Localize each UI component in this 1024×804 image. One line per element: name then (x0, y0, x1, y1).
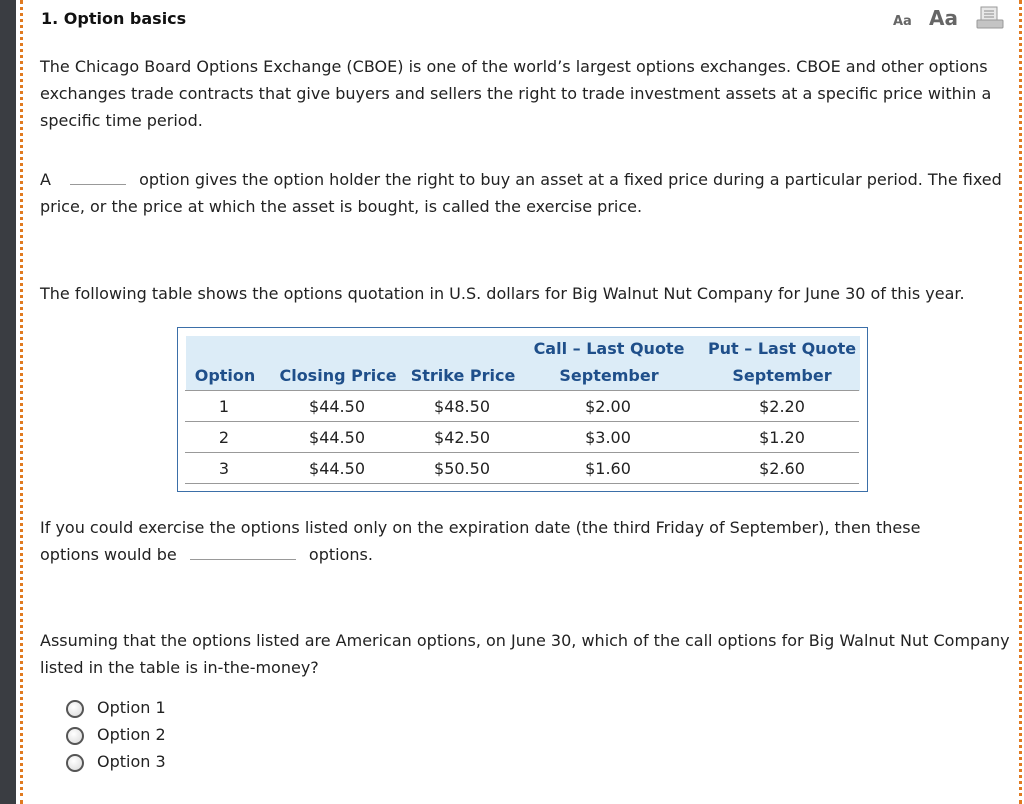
row1-strike-price: $48.50 (434, 397, 490, 416)
radio-button-circle[interactable] (66, 727, 84, 745)
fill2-line1: If you could exercise the options listed only on the expiration date (the third Friday of September), then these (40, 518, 921, 537)
row3-put-quote: $2.60 (759, 459, 805, 478)
fill-in-sentence-2 (40, 514, 1010, 568)
font-size-small-button[interactable]: Aa (893, 14, 912, 29)
row2-closing-price: $44.50 (309, 428, 365, 447)
row3-strike-price: $50.50 (434, 459, 490, 478)
table-header-divider (185, 390, 859, 391)
header-put-last-quote: Put – Last Quote (707, 339, 857, 358)
row1-closing-price: $44.50 (309, 397, 365, 416)
radio-button-circle[interactable] (66, 754, 84, 772)
fill2-prefix: options would be (40, 545, 177, 564)
right-dotted-border (1019, 0, 1022, 804)
row3-call-quote: $1.60 (585, 459, 631, 478)
header-option: Option (194, 366, 256, 385)
table-intro-paragraph: The following table shows the options quotation in U.S. dollars for Big Walnut Nut Company for June 30 of this year. (40, 284, 965, 303)
row2-put-quote: $1.20 (759, 428, 805, 447)
american-european-blank-dropdown[interactable] (190, 545, 296, 560)
table-row-divider-1 (185, 421, 859, 422)
call-put-blank-dropdown[interactable] (70, 170, 126, 185)
left-dotted-border (20, 0, 23, 804)
fill1-prefix: A (40, 170, 51, 189)
fill2-suffix: options. (308, 545, 373, 564)
row1-option: 1 (218, 397, 230, 416)
row1-put-quote: $2.20 (759, 397, 805, 416)
fill1-suffix: option gives the option holder the right to buy an asset at a fixed price during a particular period. The fixed price, or the price at which the asset is bought, is called the exercise price. (40, 170, 1002, 216)
header-call-last-quote: Call – Last Quote (533, 339, 685, 358)
radio-option-3-label: Option 3 (97, 752, 166, 771)
table-bottom-divider (185, 483, 859, 484)
header-closing-price: Closing Price (279, 366, 397, 385)
radio-button-circle[interactable] (66, 700, 84, 718)
header-call-september: September (559, 366, 659, 385)
row2-option: 2 (218, 428, 230, 447)
row2-call-quote: $3.00 (585, 428, 631, 447)
question-title: 1. Option basics (41, 9, 187, 28)
row1-call-quote: $2.00 (585, 397, 631, 416)
radio-option-2-label: Option 2 (97, 725, 166, 744)
table-row-divider-2 (185, 452, 859, 453)
header-put-september: September (732, 366, 832, 385)
font-size-large-button[interactable]: Aa (929, 6, 958, 30)
print-icon[interactable] (976, 6, 1004, 34)
row2-strike-price: $42.50 (434, 428, 490, 447)
mc-question: Assuming that the options listed are American options, on June 30, which of the call options for Big Walnut Nut Company listed in the table is in-the-money? (40, 631, 1010, 677)
fill-in-sentence-1 (40, 166, 1010, 220)
radio-option-1-label: Option 1 (97, 698, 166, 717)
row3-option: 3 (218, 459, 230, 478)
row3-closing-price: $44.50 (309, 459, 365, 478)
intro-paragraph: The Chicago Board Options Exchange (CBOE) is one of the world’s largest options exchanges. CBOE and other options exchanges trade contracts that give buyers and sellers the right to trade investment assets at a specific price within a specific time period. (40, 57, 992, 130)
left-sidebar-bar (0, 0, 16, 804)
header-strike-price: Strike Price (410, 366, 516, 385)
